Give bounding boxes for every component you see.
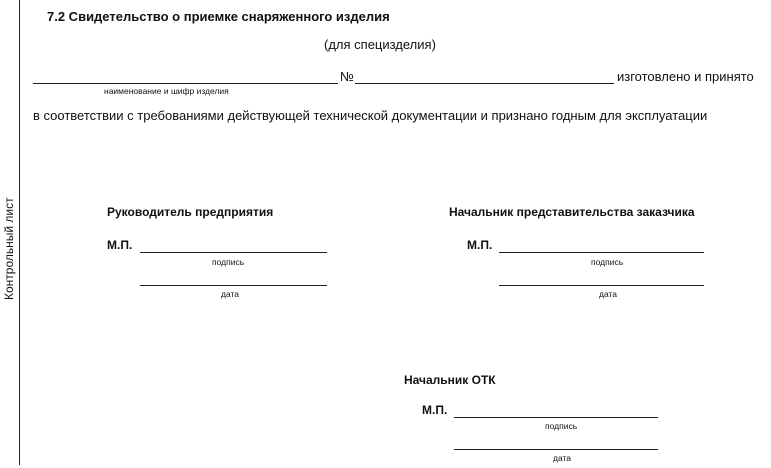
- side-label: Контрольный лист: [2, 197, 16, 300]
- sig3-date-caption: дата: [553, 453, 572, 463]
- number-sign: №: [340, 69, 354, 84]
- sig2-title: Начальник представительства заказчика: [449, 205, 695, 219]
- sig1-sign-line[interactable]: [140, 252, 327, 253]
- item-number-line[interactable]: [355, 83, 614, 84]
- sig3-stamp: М.П.: [422, 403, 448, 417]
- sig3-sign-line[interactable]: [454, 417, 658, 418]
- sig3-sign-caption: подпись: [545, 421, 578, 431]
- sig2-date-line[interactable]: [499, 285, 704, 286]
- section-title: 7.2 Свидетельство о приемке снаряженного изделия: [47, 9, 390, 24]
- sig1-date-caption: дата: [221, 289, 240, 299]
- sig2-stamp: М.П.: [467, 238, 493, 252]
- margin-rule: [19, 0, 20, 465]
- sig1-sign-caption: подпись: [212, 257, 245, 267]
- sig3-date-line[interactable]: [454, 449, 658, 450]
- sig2-date-caption: дата: [599, 289, 618, 299]
- sig1-title: Руководитель предприятия: [107, 205, 274, 219]
- sig1-stamp: М.П.: [107, 238, 133, 252]
- compliance-text: в соответствии с требованиями действующей технической документации и признано годным для эксплуатации: [33, 108, 708, 123]
- sig2-sign-line[interactable]: [499, 252, 704, 253]
- accepted-text: изготовлено и принято: [617, 69, 754, 84]
- sig3-title: Начальник ОТК: [404, 373, 496, 387]
- sig1-date-line[interactable]: [140, 285, 327, 286]
- subtitle: (для специзделия): [324, 37, 436, 52]
- sig2-sign-caption: подпись: [591, 257, 624, 267]
- item-name-caption: наименование и шифр изделия: [104, 86, 229, 96]
- item-name-line[interactable]: [33, 83, 338, 84]
